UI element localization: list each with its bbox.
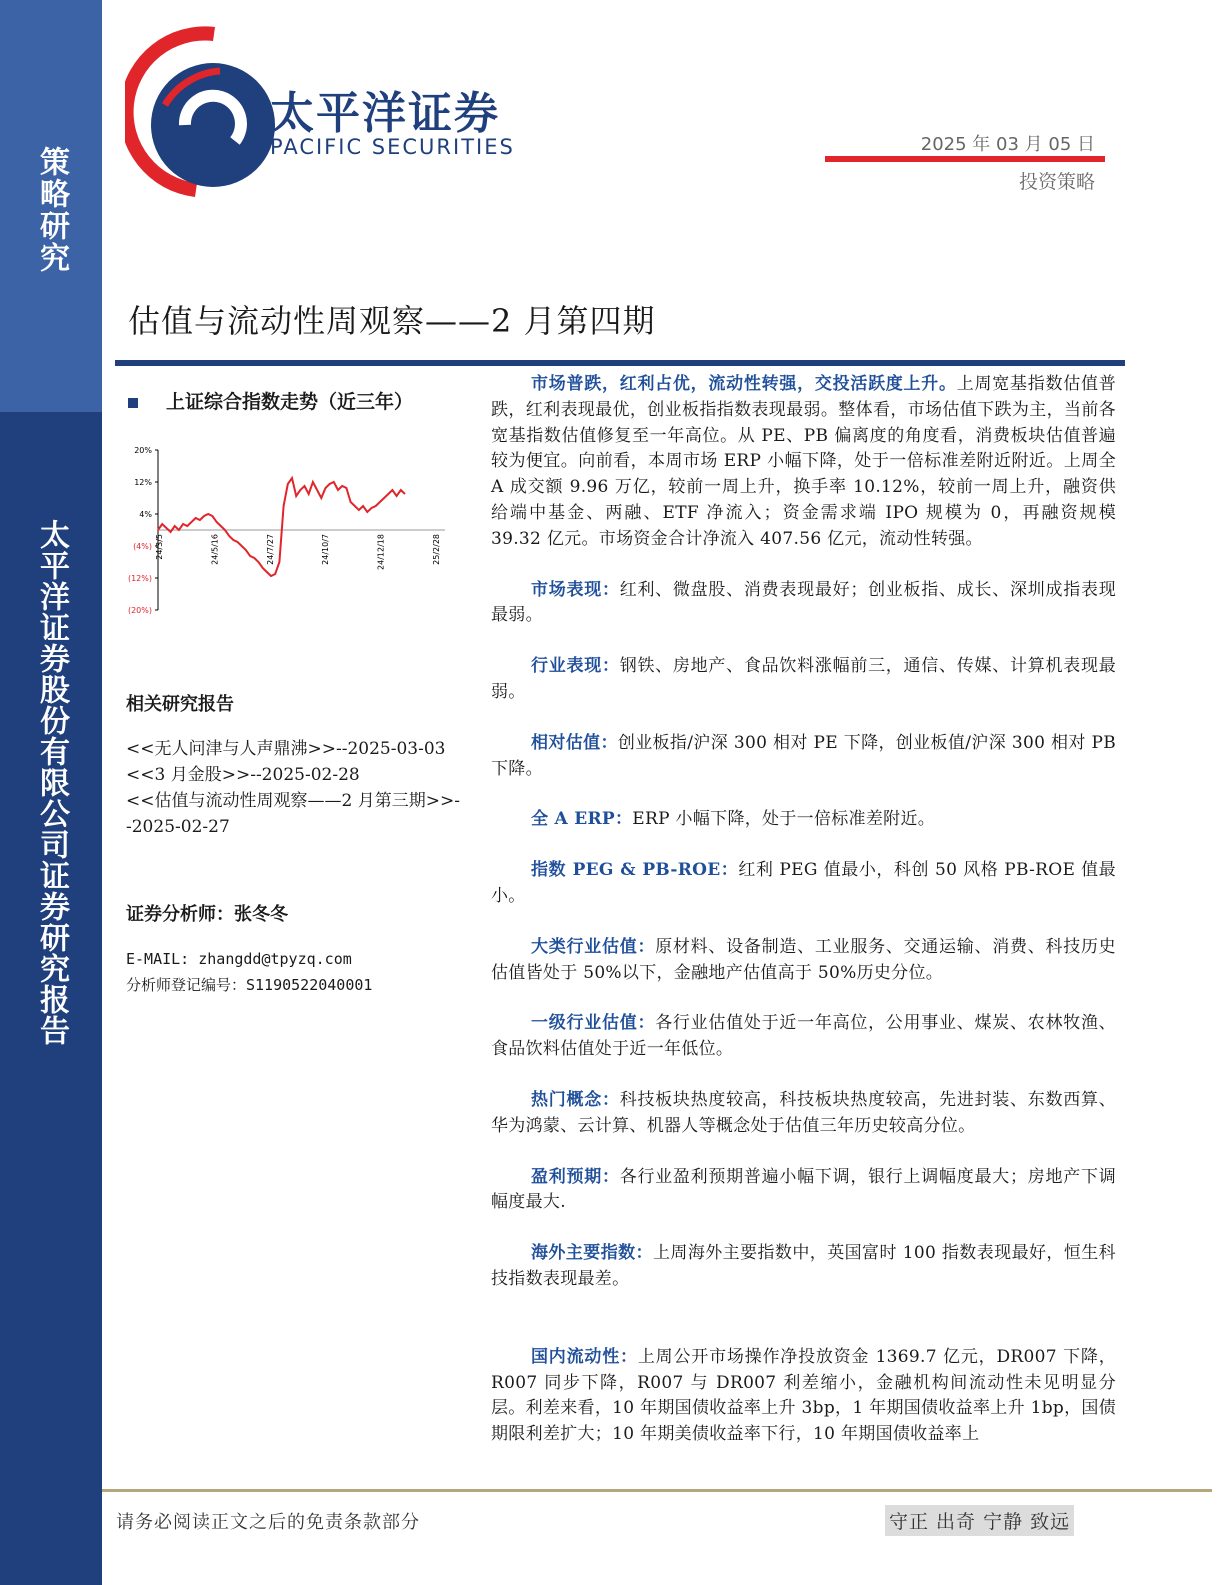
paragraph-text: 各行业估值处于近一年高位，公用事业、煤炭、农林牧渔、食品饮料估值处于近一年低位。	[491, 1013, 1116, 1060]
paragraph-text: ERP 小幅下降，处于一倍标准差附近。	[632, 809, 936, 830]
y-tick-label: (4%)	[133, 542, 152, 551]
summary-paragraph	[491, 1345, 1116, 1448]
y-tick-label: 20%	[134, 446, 152, 455]
paragraph-text: 科技板块热度较高，科技板块热度较高，先进封装、东数西算、华为鸿蒙、云计算、机器人等概念处于估值三年历史较高分位。	[491, 1089, 1116, 1136]
summary-paragraph	[491, 1165, 1116, 1217]
paragraph-text: 原材料、设备制造、工业服务、交通运输、消费、科技历史估值皆处于 50%以下，金融地产估值高于 50%历史分位。	[491, 936, 1116, 983]
paragraph-key: 指数 PEG & PB-ROE：	[531, 860, 739, 881]
related-report-item[interactable]: <<3 月金股>>--2025-02-28	[126, 765, 360, 785]
paragraph-key: 行业表现：	[531, 656, 620, 677]
related-reports-title: 相关研究报告	[126, 694, 234, 715]
sidebar-category-label: 策略研究	[34, 146, 69, 274]
footer-divider	[102, 1489, 1212, 1492]
index-trend-chart	[120, 436, 460, 636]
paragraph-text: 红利 PEG 值最小，科创 50 风格 PB-ROE 值最小。	[491, 860, 1116, 906]
y-tick-label: 12%	[134, 478, 152, 487]
logo-emblem-icon	[125, 25, 275, 200]
y-tick-label: (12%)	[127, 574, 152, 583]
title-divider	[115, 360, 1125, 366]
chart-heading-text: 上证综合指数走势（近三年）	[166, 391, 414, 413]
related-report-item[interactable]: <<无人问津与人声鼎沸>>--2025-03-03	[126, 739, 446, 759]
sidebar-bottom	[0, 412, 102, 1585]
report-date: 2025 年 03 月 05 日	[920, 134, 1095, 155]
summary-paragraph	[491, 731, 1116, 783]
summary-paragraph	[491, 578, 1116, 630]
company-logo	[125, 25, 525, 200]
y-tick-label: 4%	[139, 510, 152, 519]
x-tick-label: 24/5/16	[210, 534, 220, 565]
summary-paragraph	[491, 935, 1116, 987]
x-tick-label: 24/7/27	[265, 534, 275, 565]
paragraph-key: 相对估值：	[531, 732, 618, 753]
paragraph-key: 海外主要指数：	[531, 1243, 653, 1264]
paragraph-text: 上周宽基指数估值普跌，红利表现最优，创业板指指数表现最弱。整体看，市场估值下跌为主，当前各宽基指数估值修复至一年高位。从 PE、PB 偏离度的角度看，消费板块估值普遍较为便宜。向前看，本周市场 ERP 小幅下降，处于一倍标准差附近附近。上周全 A 成交额 9.96 万亿，较前一周上升，换手率 10.12%，较前一周上升，融资供给端中基金、两融、ETF 净流入；资金需求端 IPO 规模为 0，再融资规模 39.32 亿元。市场资金合计净流入 407.56 亿元，流动性转强。	[491, 374, 1117, 549]
paragraph-text: 上周海外主要指数中，英国富时 100 指数表现最好，恒生科技指数表现最差。	[491, 1243, 1116, 1289]
paragraph-text: 各行业盈利预期普遍小幅下调，银行上调幅度最大；房地产下调幅度最大.	[491, 1166, 1116, 1213]
related-report-item[interactable]: <<估值与流动性周观察——2 月第三期>>--2025-02-27	[126, 791, 460, 837]
summary-paragraph	[491, 1088, 1116, 1140]
footer-disclaimer: 请务必阅读正文之后的免责条款部分	[116, 1512, 420, 1533]
y-tick-label: (20%)	[127, 606, 152, 615]
paragraph-key: 国内流动性：	[531, 1346, 638, 1367]
paragraph-text: 创业板指/沪深 300 相对 PE 下降，创业板值/沪深 300 相对 PB 下降。	[491, 732, 1116, 779]
analyst-email[interactable]: E-MAIL: zhangdd@tpyzq.com	[126, 950, 352, 968]
x-tick-label: 24/3/5	[155, 534, 164, 560]
paragraph-key: 全 A ERP：	[531, 809, 633, 830]
report-category: 投资策略	[1018, 171, 1095, 193]
summary-paragraph	[491, 858, 1116, 910]
logo-chinese-name: 太平洋证券	[270, 88, 500, 139]
paragraph-key: 一级行业估值：	[531, 1013, 656, 1034]
paragraph-key: 市场普跌，红利占优，流动性转强，交投活跃度上升。	[531, 374, 957, 394]
date-accent-bar	[825, 156, 1105, 162]
paragraph-text: 上周公开市场操作净投放资金 1369.7 亿元，DR007 下降，R007 同步下降，R007 与 DR007 利差缩小，金融机构间流动性未见明显分层。利差来看，10 年期国债收益率上升 3bp，1 年期国债收益率上升 1bp，国债期限利差扩大；10 年期美债收益率下行，10 年期国债收益率上	[491, 1346, 1116, 1445]
paragraph-key: 市场表现：	[531, 579, 620, 600]
summary-paragraph	[491, 807, 1116, 833]
summary-paragraph	[491, 1241, 1116, 1293]
related-reports-list	[126, 736, 466, 840]
paragraph-key: 热门概念：	[531, 1089, 620, 1110]
footer-motto: 守正 出奇 宁静 致远	[885, 1505, 1074, 1536]
paragraph-key: 大类行业估值：	[531, 936, 656, 957]
x-tick-label: 25/2/28	[432, 534, 441, 565]
paragraph-text: 红利、微盘股、消费表现最好；创业板指、成长、深圳成指表现最弱。	[491, 579, 1116, 626]
report-title: 估值与流动性周观察——2 月第四期	[128, 302, 656, 340]
x-tick-label: 24/10/7	[321, 534, 331, 565]
logo-english-name: PACIFIC SECURITIES	[270, 135, 515, 159]
chart-heading	[128, 387, 413, 414]
summary-paragraph	[491, 654, 1116, 706]
bullet-square-icon	[128, 398, 138, 408]
report-summary	[491, 372, 1116, 1448]
analyst-name: 证券分析师：张冬冬	[126, 904, 288, 925]
paragraph-key: 盈利预期：	[531, 1166, 620, 1187]
summary-paragraph	[491, 372, 1116, 553]
x-tick-label: 24/12/18	[376, 534, 386, 570]
sidebar-top	[0, 0, 102, 412]
sidebar-company-label: 太平洋证券股份有限公司证券研究报告	[34, 518, 69, 1046]
paragraph-text: 钢铁、房地产、食品饮料涨幅前三，通信、传媒、计算机表现最弱。	[491, 656, 1116, 702]
summary-paragraph	[491, 1011, 1116, 1063]
analyst-registration: 分析师登记编号：S1190522040001	[126, 976, 373, 994]
series-line	[158, 478, 405, 576]
